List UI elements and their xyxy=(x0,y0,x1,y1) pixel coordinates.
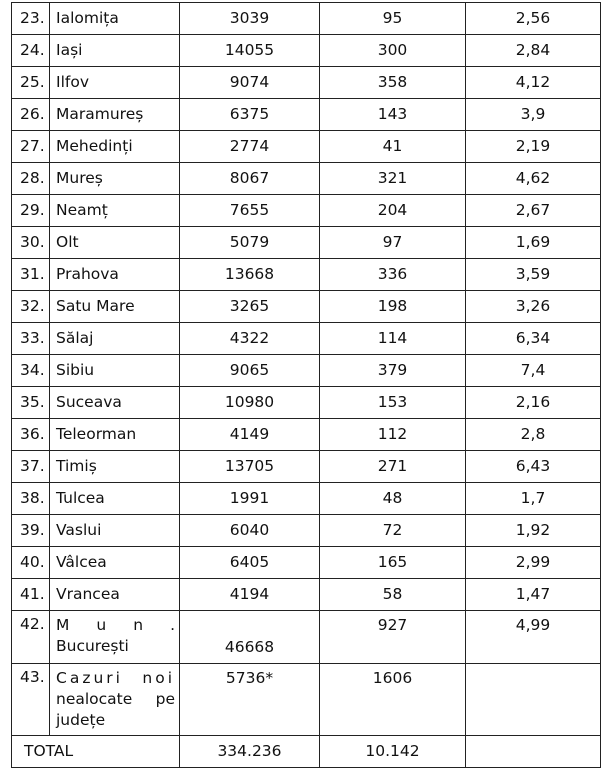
deaths-value: 336 xyxy=(320,259,466,291)
table-row xyxy=(12,163,601,195)
row-number: 41. xyxy=(12,579,50,611)
row-number: 23. xyxy=(12,3,50,35)
row-number: 25. xyxy=(12,67,50,99)
row-number: 39. xyxy=(12,515,50,547)
row-number: 40. xyxy=(12,547,50,579)
row-number: 24. xyxy=(12,35,50,67)
row-number: 43. xyxy=(12,664,50,736)
deaths-value: 379 xyxy=(320,355,466,387)
table-row-bucuresti xyxy=(12,611,601,664)
cases-cell xyxy=(180,611,320,664)
unallocated-label-line3: județe xyxy=(56,711,106,729)
county-name-line2: București xyxy=(56,637,129,655)
cases-value: 9074 xyxy=(180,67,320,99)
row-number: 34. xyxy=(12,355,50,387)
deaths-value: 58 xyxy=(320,579,466,611)
table-row xyxy=(12,99,601,131)
rate-value: 1,7 xyxy=(466,483,601,515)
rate-value: 2,8 xyxy=(466,419,601,451)
deaths-value: 97 xyxy=(320,227,466,259)
deaths-value: 153 xyxy=(320,387,466,419)
county-name: Ialomița xyxy=(50,3,180,35)
total-label: TOTAL xyxy=(12,736,180,768)
rate-value: 6,43 xyxy=(466,451,601,483)
cases-value: 2774 xyxy=(180,131,320,163)
table-row xyxy=(12,451,601,483)
table-row xyxy=(12,579,601,611)
rate-value: 1,47 xyxy=(466,579,601,611)
deaths-value: 198 xyxy=(320,291,466,323)
unallocated-label-line2: nealocate pe xyxy=(56,690,175,708)
deaths-value: 143 xyxy=(320,99,466,131)
rate-value: 4,12 xyxy=(466,67,601,99)
county-name: Satu Mare xyxy=(50,291,180,323)
cases-value: 6040 xyxy=(180,515,320,547)
cases-value: 46668 xyxy=(224,638,275,656)
deaths-value: 271 xyxy=(320,451,466,483)
county-name: Vrancea xyxy=(50,579,180,611)
deaths-value: 358 xyxy=(320,67,466,99)
cases-value: 4194 xyxy=(180,579,320,611)
rate-value: 2,84 xyxy=(466,35,601,67)
rate-value: 6,34 xyxy=(466,323,601,355)
total-rate xyxy=(466,736,601,768)
table-row-unallocated xyxy=(12,664,601,736)
rate-value: 2,16 xyxy=(466,387,601,419)
deaths-value: 114 xyxy=(320,323,466,355)
table-row xyxy=(12,195,601,227)
table-row xyxy=(12,483,601,515)
rate-value: 4,99 xyxy=(466,611,601,664)
cases-value: 14055 xyxy=(180,35,320,67)
row-number: 32. xyxy=(12,291,50,323)
unallocated-label-cell xyxy=(50,664,180,736)
county-name-line1: M u n . xyxy=(56,616,175,634)
table-row xyxy=(12,387,601,419)
row-number: 38. xyxy=(12,483,50,515)
rate-value: 2,67 xyxy=(466,195,601,227)
table-row xyxy=(12,131,601,163)
county-name: Sibiu xyxy=(50,355,180,387)
rate-value: 2,19 xyxy=(466,131,601,163)
deaths-value: 165 xyxy=(320,547,466,579)
county-name: Vaslui xyxy=(50,515,180,547)
county-name: Ilfov xyxy=(50,67,180,99)
table-row-total xyxy=(12,736,601,768)
cases-value: 10980 xyxy=(180,387,320,419)
cases-value: 7655 xyxy=(180,195,320,227)
county-name: Sălaj xyxy=(50,323,180,355)
table-row xyxy=(12,67,601,99)
row-number: 35. xyxy=(12,387,50,419)
rate-value: 7,4 xyxy=(466,355,601,387)
row-number: 33. xyxy=(12,323,50,355)
county-name: Timiș xyxy=(50,451,180,483)
total-deaths: 10.142 xyxy=(320,736,466,768)
county-name-cell xyxy=(50,611,180,664)
rate-value: 1,92 xyxy=(466,515,601,547)
county-cases-table xyxy=(11,2,601,768)
unallocated-label-line1: Cazuri noi xyxy=(56,669,175,687)
row-number: 26. xyxy=(12,99,50,131)
row-number: 31. xyxy=(12,259,50,291)
cases-value: 4149 xyxy=(180,419,320,451)
rate-value: 1,69 xyxy=(466,227,601,259)
deaths-value: 300 xyxy=(320,35,466,67)
row-number: 28. xyxy=(12,163,50,195)
cases-value: 8067 xyxy=(180,163,320,195)
county-name: Vâlcea xyxy=(50,547,180,579)
row-number: 36. xyxy=(12,419,50,451)
rate-value: 2,56 xyxy=(466,3,601,35)
table-row xyxy=(12,227,601,259)
table-row xyxy=(12,3,601,35)
county-name: Olt xyxy=(50,227,180,259)
cases-value: 5079 xyxy=(180,227,320,259)
county-name: Tulcea xyxy=(50,483,180,515)
county-name: Iași xyxy=(50,35,180,67)
table-row xyxy=(12,323,601,355)
county-name: Mureș xyxy=(50,163,180,195)
row-number: 29. xyxy=(12,195,50,227)
cases-value: 13705 xyxy=(180,451,320,483)
cases-value: 5736* xyxy=(180,664,320,736)
deaths-value: 204 xyxy=(320,195,466,227)
table-row xyxy=(12,547,601,579)
county-name: Mehedinți xyxy=(50,131,180,163)
county-name: Maramureș xyxy=(50,99,180,131)
total-cases: 334.236 xyxy=(180,736,320,768)
deaths-value: 72 xyxy=(320,515,466,547)
rate-value: 2,99 xyxy=(466,547,601,579)
deaths-value: 48 xyxy=(320,483,466,515)
county-name: Prahova xyxy=(50,259,180,291)
cases-value: 6375 xyxy=(180,99,320,131)
deaths-value: 927 xyxy=(320,611,466,664)
rate-value: 4,62 xyxy=(466,163,601,195)
table-body xyxy=(12,3,601,768)
row-number: 42. xyxy=(12,611,50,664)
cases-value: 3265 xyxy=(180,291,320,323)
row-number: 27. xyxy=(12,131,50,163)
county-name: Suceava xyxy=(50,387,180,419)
cases-value: 13668 xyxy=(180,259,320,291)
table-row xyxy=(12,259,601,291)
deaths-value: 95 xyxy=(320,3,466,35)
row-number: 30. xyxy=(12,227,50,259)
rate-value: 3,9 xyxy=(466,99,601,131)
table-row xyxy=(12,35,601,67)
row-number: 37. xyxy=(12,451,50,483)
cases-value: 9065 xyxy=(180,355,320,387)
cases-value: 4322 xyxy=(180,323,320,355)
table-row xyxy=(12,419,601,451)
rate-value: 3,59 xyxy=(466,259,601,291)
cases-value: 1991 xyxy=(180,483,320,515)
county-name: Teleorman xyxy=(50,419,180,451)
table-row xyxy=(12,355,601,387)
deaths-value: 41 xyxy=(320,131,466,163)
cases-value: 3039 xyxy=(180,3,320,35)
deaths-value: 321 xyxy=(320,163,466,195)
county-name: Neamț xyxy=(50,195,180,227)
table-row xyxy=(12,515,601,547)
rate-value: 3,26 xyxy=(466,291,601,323)
deaths-value: 112 xyxy=(320,419,466,451)
cases-value: 6405 xyxy=(180,547,320,579)
table-row xyxy=(12,291,601,323)
rate-value xyxy=(466,664,601,736)
deaths-value: 1606 xyxy=(320,664,466,736)
